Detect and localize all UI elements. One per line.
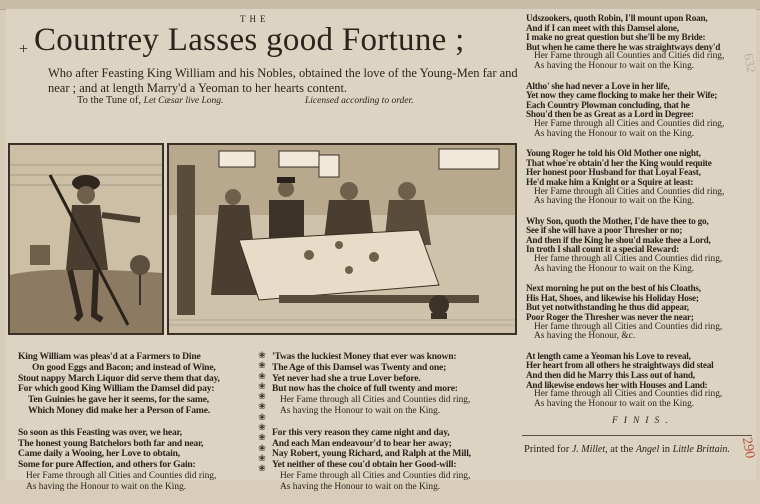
- verse-line: Her honest poor Husband for that Loyal Feast,: [526, 167, 701, 178]
- verse-line: He'd make him a Knight or a Squire at least:: [526, 176, 694, 187]
- verse-line: See if she will have a poor Thresher or no;: [526, 225, 683, 236]
- feast-woodcut-image: [169, 145, 515, 333]
- tune-name: Let Cæsar live Long.: [143, 96, 224, 106]
- refrain-line: Her fame through all Cities and Counties did ring,: [534, 321, 723, 332]
- ballad-subtitle: Who after Feasting King William and his Nobles, obtained the love of the Young-Men far and near ; and at length Marry'd a Yeoman to her hearts content.: [48, 66, 518, 95]
- verse-line: And then did he Marry this Lass out of hand,: [526, 370, 695, 380]
- refrain-line: Her Fame through all Cities and Counties did ring,: [280, 470, 471, 481]
- imprint-in: in: [661, 444, 671, 455]
- verse-line: But now has the choice of full twenty and more:: [272, 383, 458, 395]
- refrain-line: As having the Honour to wait on the King.: [280, 481, 441, 492]
- verse-line: Came daily a Wooing, her Love to obtain,: [18, 448, 180, 460]
- cross-mark: +: [19, 41, 29, 58]
- verse-line: Her heart from all others he straightways did steal: [526, 360, 714, 371]
- verse-line: 'Twas the luckiest Money that ever was known:: [272, 351, 457, 362]
- license-note: Licensed according to order.: [305, 96, 414, 106]
- woodcut-feast: [167, 143, 517, 335]
- refrain-line: As having the Honour to wait on the King.: [534, 263, 695, 274]
- tune-line: [77, 95, 223, 106]
- verse-line: Yet now they came flocking to make her their Wife;: [526, 90, 718, 101]
- verse-line: Yet neither of these cou'd obtain her Good-will:: [272, 459, 457, 471]
- verse-line: Ten Guinies he gave her it seems, for the same,: [28, 394, 209, 406]
- imprint-printer: J. Millet,: [571, 444, 608, 455]
- refrain-line: As having the Honour to wait on the King.: [534, 128, 695, 139]
- verse-line: Each Country Plowman concluding, that he: [526, 99, 690, 110]
- verse-line: King William was pleas'd at a Farmers to Dine: [18, 351, 201, 362]
- refrain-line: As having the Honour to wait on the King.: [280, 405, 441, 416]
- stanza-2: [18, 428, 258, 493]
- verse-line: In troth I shall count it a special Reward:: [526, 244, 680, 255]
- stanza-1: [18, 352, 258, 417]
- imprint-sign: Angel: [635, 444, 660, 455]
- right-stanza-2: [526, 82, 751, 140]
- verse-line: On good Eggs and Bacon; and instead of Wine,: [32, 361, 216, 373]
- verse-line: Which Money did make her a Person of Fame.: [28, 404, 210, 416]
- stanza-3: [272, 352, 517, 417]
- verse-line: That whoe're obtain'd her the King would requite: [526, 157, 712, 168]
- verse-line: Why Son, quoth the Mother, I'de have thee to go,: [526, 215, 709, 226]
- title-the: THE: [240, 14, 270, 24]
- verse-line: But yet notwithstanding he thus did appear,: [526, 302, 689, 313]
- verse-line: The honest young Batchelors both far and near,: [18, 437, 204, 449]
- verse-line: And then if the King he shou'd make thee a Lord,: [526, 234, 711, 245]
- refrain-line: Her fame through all Cities and Counties did ring,: [534, 389, 723, 400]
- verse-line: Next morning he put on the best of his Cloaths,: [526, 283, 701, 294]
- verse-line: Udszookers, quoth Robin, I'll mount upon Roan,: [526, 13, 708, 23]
- verse-line: For this very reason they came night and day,: [272, 426, 450, 438]
- refrain-line: As having the Honour to wait on the King.: [26, 481, 187, 492]
- refrain-line: Her Fame through all Cities and Counties did ring,: [534, 118, 725, 129]
- verse-line: Stout nappy March Liquor did serve them that day,: [18, 372, 220, 384]
- shelfmark-red: 290: [738, 436, 758, 460]
- right-stanza-1: [526, 14, 751, 72]
- refrain-line: Her fame through all Cities and Counties did ring,: [534, 254, 723, 265]
- stanza-4: [272, 428, 517, 493]
- verse-line: Some for pure Affection, and others for Gain:: [18, 459, 196, 471]
- refrain-line: Her Fame through all Cities and Counties did ring,: [26, 470, 217, 481]
- right-stanza-6: [526, 352, 751, 410]
- refrain-line: As having the Honour to wait on the King.: [534, 60, 695, 71]
- ornament-divider: ❀ ❀ ❀ ❀ ❀ ❀ ❀ ❀ ❀ ❀ ❀ ❀: [258, 350, 266, 474]
- imprint-place: Little Brittain.: [672, 444, 730, 455]
- right-verse-column: [526, 14, 751, 419]
- shelfmark-pencil: 632: [741, 52, 760, 74]
- verse-line: Young Roger he told his Old Mother one night,: [526, 148, 701, 159]
- finis: FINIS.: [612, 416, 674, 426]
- verse-line: His Hat, Shoes, and likewise his Holiday Hose;: [526, 292, 699, 303]
- refrain-line: As having the Honour to wait on the King.: [534, 196, 695, 207]
- refrain-line: Her Fame through all Cities and Counties did ring,: [280, 395, 471, 406]
- verse-line: But when he came there he was straightways deny'd: [526, 41, 721, 52]
- yeoman-woodcut-image: [10, 145, 162, 333]
- verse-line: Altho' she had never a Love in her life,: [526, 80, 670, 91]
- imprint-at: at the: [610, 444, 634, 455]
- verse-line: Yet never had she a true Lover before.: [272, 372, 421, 384]
- verse-line: So soon as this Feasting was over, we hear,: [18, 426, 182, 438]
- verse-line: At length came a Yeoman his Love to reveal,: [526, 350, 691, 361]
- refrain-line: As having the Honour, &c.: [534, 331, 636, 342]
- imprint-prefix: Printed for: [524, 444, 570, 455]
- middle-verse-column: [272, 352, 517, 504]
- right-stanza-3: [526, 149, 751, 207]
- footer-rule: [522, 435, 752, 436]
- verse-line: Nay Robert, young Richard, and Ralph at the Mill,: [272, 448, 471, 460]
- tune-prefix: To the Tune of,: [77, 95, 142, 106]
- right-stanza-5: [526, 284, 751, 342]
- imprint: [524, 444, 730, 455]
- refrain-line: Her Fame through all Counties and Cities did ring,: [534, 51, 725, 62]
- verse-line: Poor Roger the Thresher was never the near;: [526, 312, 694, 323]
- ballad-title: Countrey Lasses good Fortune ;: [34, 22, 465, 58]
- verse-line: The Age of this Damsel was Twenty and one;: [272, 361, 447, 373]
- verse-line: For which good King William the Damsel did pay:: [18, 383, 215, 395]
- verse-line: And each Man endeavour'd to bear her away;: [272, 437, 452, 449]
- right-stanza-4: [526, 217, 751, 275]
- refrain-line: As having the Honour to wait on the King.: [534, 398, 695, 409]
- refrain-line: Her Fame through all Cities and Counties did ring,: [534, 186, 725, 197]
- left-verse-column: [18, 352, 258, 504]
- woodcut-yeoman: [8, 143, 164, 335]
- verse-line: And likewise endows her with Houses and Land:: [526, 379, 708, 390]
- verse-line: And if I can meet with this Damsel alone,: [526, 22, 679, 33]
- verse-line: Shou'd then be as Great as a Lord in Degree:: [526, 109, 694, 120]
- verse-line: I make no great question but she'll be my Bride:: [526, 32, 706, 43]
